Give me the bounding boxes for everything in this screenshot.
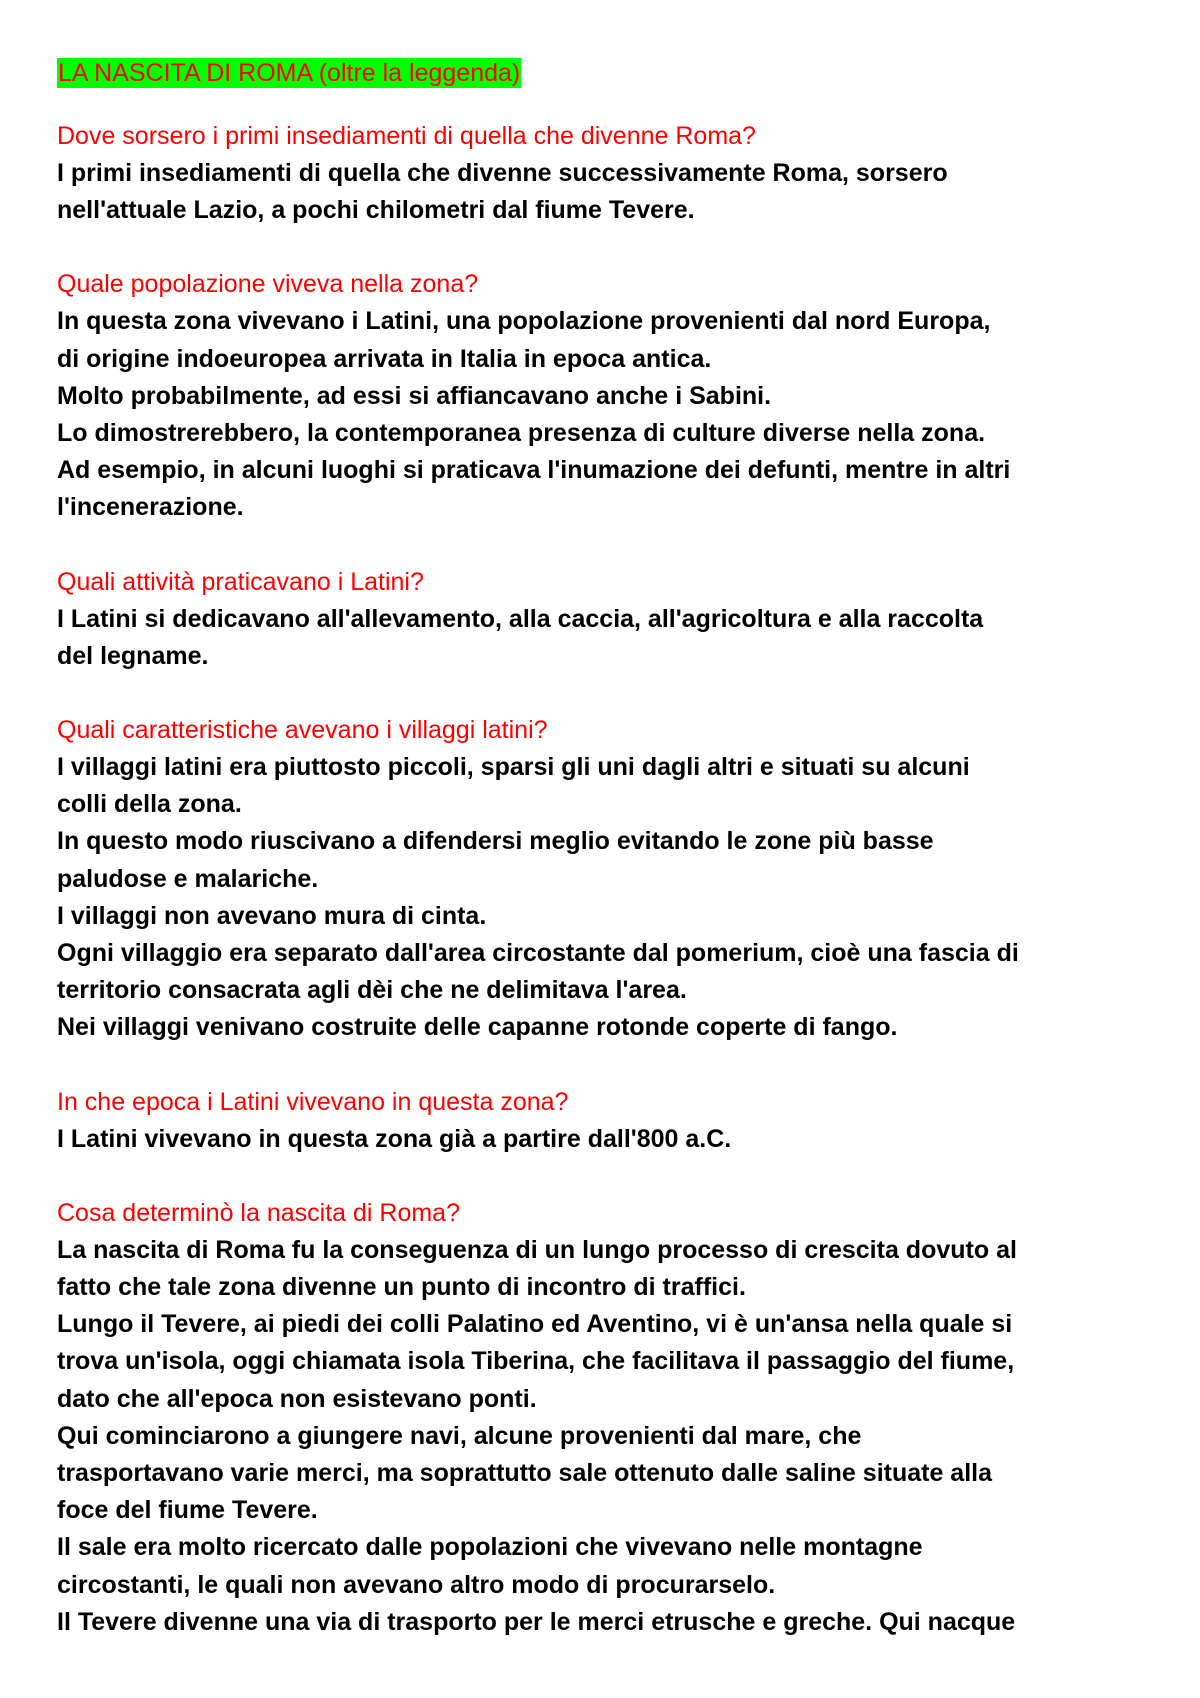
sections-container [57,118,1167,1641]
section-answer-line: In questo modo riuscivano a difendersi meglio evitando le zone più basse [57,827,934,856]
section-question: Quali caratteristiche avevano i villaggi latini? [57,716,548,745]
section-answer-line: Il sale era molto ricercato dalle popolazioni che vivevano nelle montagne [57,1533,923,1562]
section-answer-line: Lo dimostrerebbero, la contemporanea presenza di culture diverse nella zona. [57,419,986,448]
section-question: Quale popolazione viveva nella zona? [57,270,479,299]
section-answer-line: Qui cominciarono a giungere navi, alcune provenienti dal mare, che [57,1421,862,1450]
section-answer-line: del legname. [57,641,209,670]
section-answer-line: I primi insediamenti di quella che divenne successivamente Roma, sorsero [57,159,948,187]
section-answer-line: colli della zona. [57,790,242,819]
section-answer-line: dato che all'epoca non esistevano ponti. [57,1384,537,1413]
qa-section [57,712,1167,1047]
section-answer-line: nell'attuale Lazio, a pochi chilometri dal fiume Tevere. [57,196,695,225]
section-question: Cosa determinò la nascita di Roma? [57,1198,460,1227]
section-question: In che epoca i Latini vivevano in questa zona? [57,1087,569,1116]
document-title: LA NASCITA DI ROMA (oltre la leggenda) [58,59,521,87]
qa-section [57,1084,1167,1158]
section-answer-line: l'incenerazione. [57,493,244,522]
section-answer-line: I villaggi latini era piuttosto piccoli, sparsi gli uni dagli altri e situati su alcuni [57,753,970,782]
section-answer-line: foce del fiume Tevere. [57,1496,318,1525]
qa-section [57,564,1167,675]
section-answer-line: Lungo il Tevere, ai piedi dei colli Palatino ed Aventino, vi è un'ansa nella quale si [57,1310,1013,1339]
section-answer-line: Molto probabilmente, ad essi si affiancavano anche i Sabini. [57,381,772,410]
document-page [57,58,1167,1678]
section-answer-line: I Latini si dedicavano all'allevamento, alla caccia, all'agricoltura e alla raccolta [57,604,984,633]
qa-section [57,266,1167,526]
section-answer-line: Ad esempio, in alcuni luoghi si praticava l'inumazione dei defunti, mentre in altri [57,456,1011,485]
section-answer-line: paludose e malariche. [57,864,319,893]
section-question: Quali attività praticavano i Latini? [57,567,424,596]
section-question: Dove sorsero i primi insediamenti di quella che divenne Roma? [57,122,756,150]
section-answer-line: Nei villaggi venivano costruite delle capanne rotonde coperte di fango. [57,1013,898,1042]
section-answer-line: territorio consacrata agli dèi che ne delimitava l'area. [57,976,687,1005]
qa-section [57,1195,1167,1641]
section-answer-line: circostanti, le quali non avevano altro modo di procurarselo. [57,1570,776,1599]
section-answer-line: In questa zona vivevano i Latini, una popolazione provenienti dal nord Europa, [57,307,991,336]
section-answer-line: La nascita di Roma fu la conseguenza di un lungo processo di crescita dovuto al [57,1235,1017,1264]
section-answer-line: trasportavano varie merci, ma soprattutto sale ottenuto dalle saline situate alla [57,1459,993,1488]
section-answer-line: trova un'isola, oggi chiamata isola Tiberina, che facilitava il passaggio del fiume, [57,1347,1015,1376]
section-answer-line: Ogni villaggio era separato dall'area circostante dal pomerium, cioè una fascia di [57,939,1019,968]
section-answer-line: I villaggi non avevano mura di cinta. [57,901,487,930]
section-answer-line: Il Tevere divenne una via di trasporto per le merci etrusche e greche. Qui nacque [57,1607,1016,1636]
qa-section [57,118,1167,229]
section-answer-line: di origine indoeuropea arrivata in Italia in epoca antica. [57,344,712,373]
section-answer-line: I Latini vivevano in questa zona già a partire dall'800 a.C. [57,1124,732,1153]
section-answer-line: fatto che tale zona divenne un punto di incontro di traffici. [57,1273,746,1302]
